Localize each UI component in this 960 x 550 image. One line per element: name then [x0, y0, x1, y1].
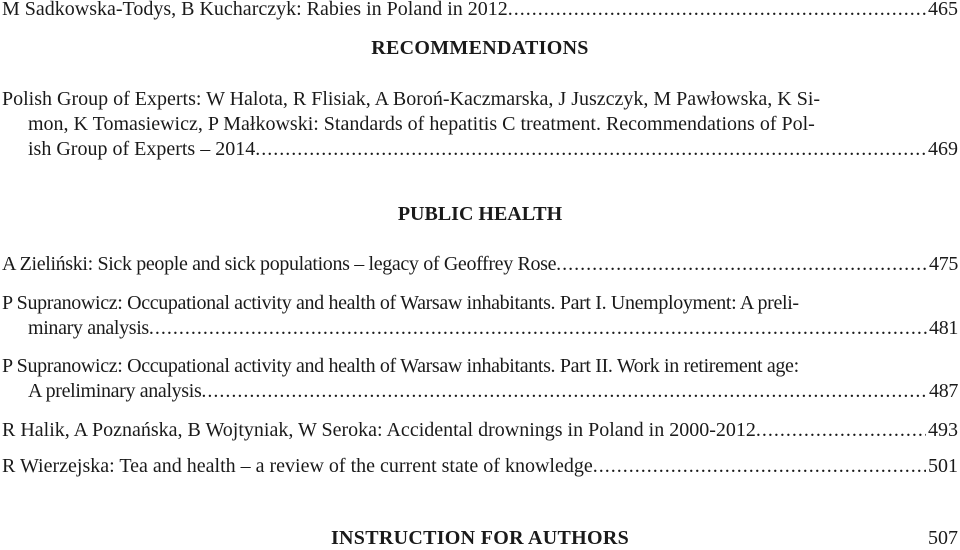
entry-page-number: 493 [928, 419, 958, 441]
section-heading-public-health: PUBLIC HEALTH [397, 203, 563, 225]
dot-leader [255, 137, 926, 162]
instruction-heading: INSTRUCTION FOR AUTHORS [330, 527, 630, 549]
toc-entry-unemployment [2, 291, 958, 341]
dot-leader [593, 454, 926, 479]
entry-title-line: minary analysis [28, 317, 149, 339]
entry-title: R Wierzejska: Tea and health – a review of the current state of knowledge [2, 455, 593, 477]
toc-entry-hepatitis [2, 87, 958, 162]
entry-page-number: 475 [929, 253, 958, 275]
dot-leader [149, 316, 927, 341]
toc-entry-drownings [2, 418, 958, 443]
entry-title-line: P Supranowicz: Occupational activity and health of Warsaw inhabitants. Part II. Work in retirement age: [2, 355, 799, 377]
instruction-page-number: 507 [928, 527, 958, 549]
entry-title-line: Polish Group of Experts: W Halota, R Flisiak, A Boroń-Kaczmarska, J Juszczyk, M Pawłowska, K Si- [2, 88, 821, 110]
entry-title-line: A preliminary analysis [28, 380, 202, 402]
entry-title-line: P Supranowicz: Occupational activity and health of Warsaw inhabitants. Part I. Unemployment: A preli- [2, 292, 799, 314]
entry-title-line: ish Group of Experts – 2014 [28, 138, 256, 160]
entry-page-number: 487 [929, 380, 958, 402]
dot-leader [556, 252, 927, 277]
entry-page-number: 481 [929, 317, 958, 339]
section-heading-recommendations: RECOMMENDATIONS [371, 37, 589, 59]
toc-entry-sick-people [2, 252, 958, 277]
entry-title: A Zieliński: Sick people and sick populations – legacy of Geoffrey Rose [2, 253, 557, 275]
entry-title-line: mon, K Tomasiewicz, P Małkowski: Standards of hepatitis C treatment. Recommendations of Pol- [28, 113, 815, 135]
entry-page-number: 501 [928, 455, 958, 477]
entry-title: M Sadkowska-Todys, B Kucharczyk: Rabies in Poland in 2012 [2, 0, 508, 20]
dot-leader [201, 379, 927, 404]
entry-page-number: 465 [928, 0, 958, 20]
toc-entry-retirement [2, 354, 958, 404]
dot-leader [508, 0, 926, 22]
dot-leader [756, 418, 926, 443]
entry-page-number: 469 [928, 138, 958, 160]
section-heading-instruction [0, 526, 960, 550]
toc-entry-rabies [2, 0, 958, 22]
toc-entry-tea [2, 454, 958, 479]
entry-title: R Halik, A Poznańska, B Wojtyniak, W Seroka: Accidental drownings in Poland in 2000-2012 [2, 419, 756, 441]
